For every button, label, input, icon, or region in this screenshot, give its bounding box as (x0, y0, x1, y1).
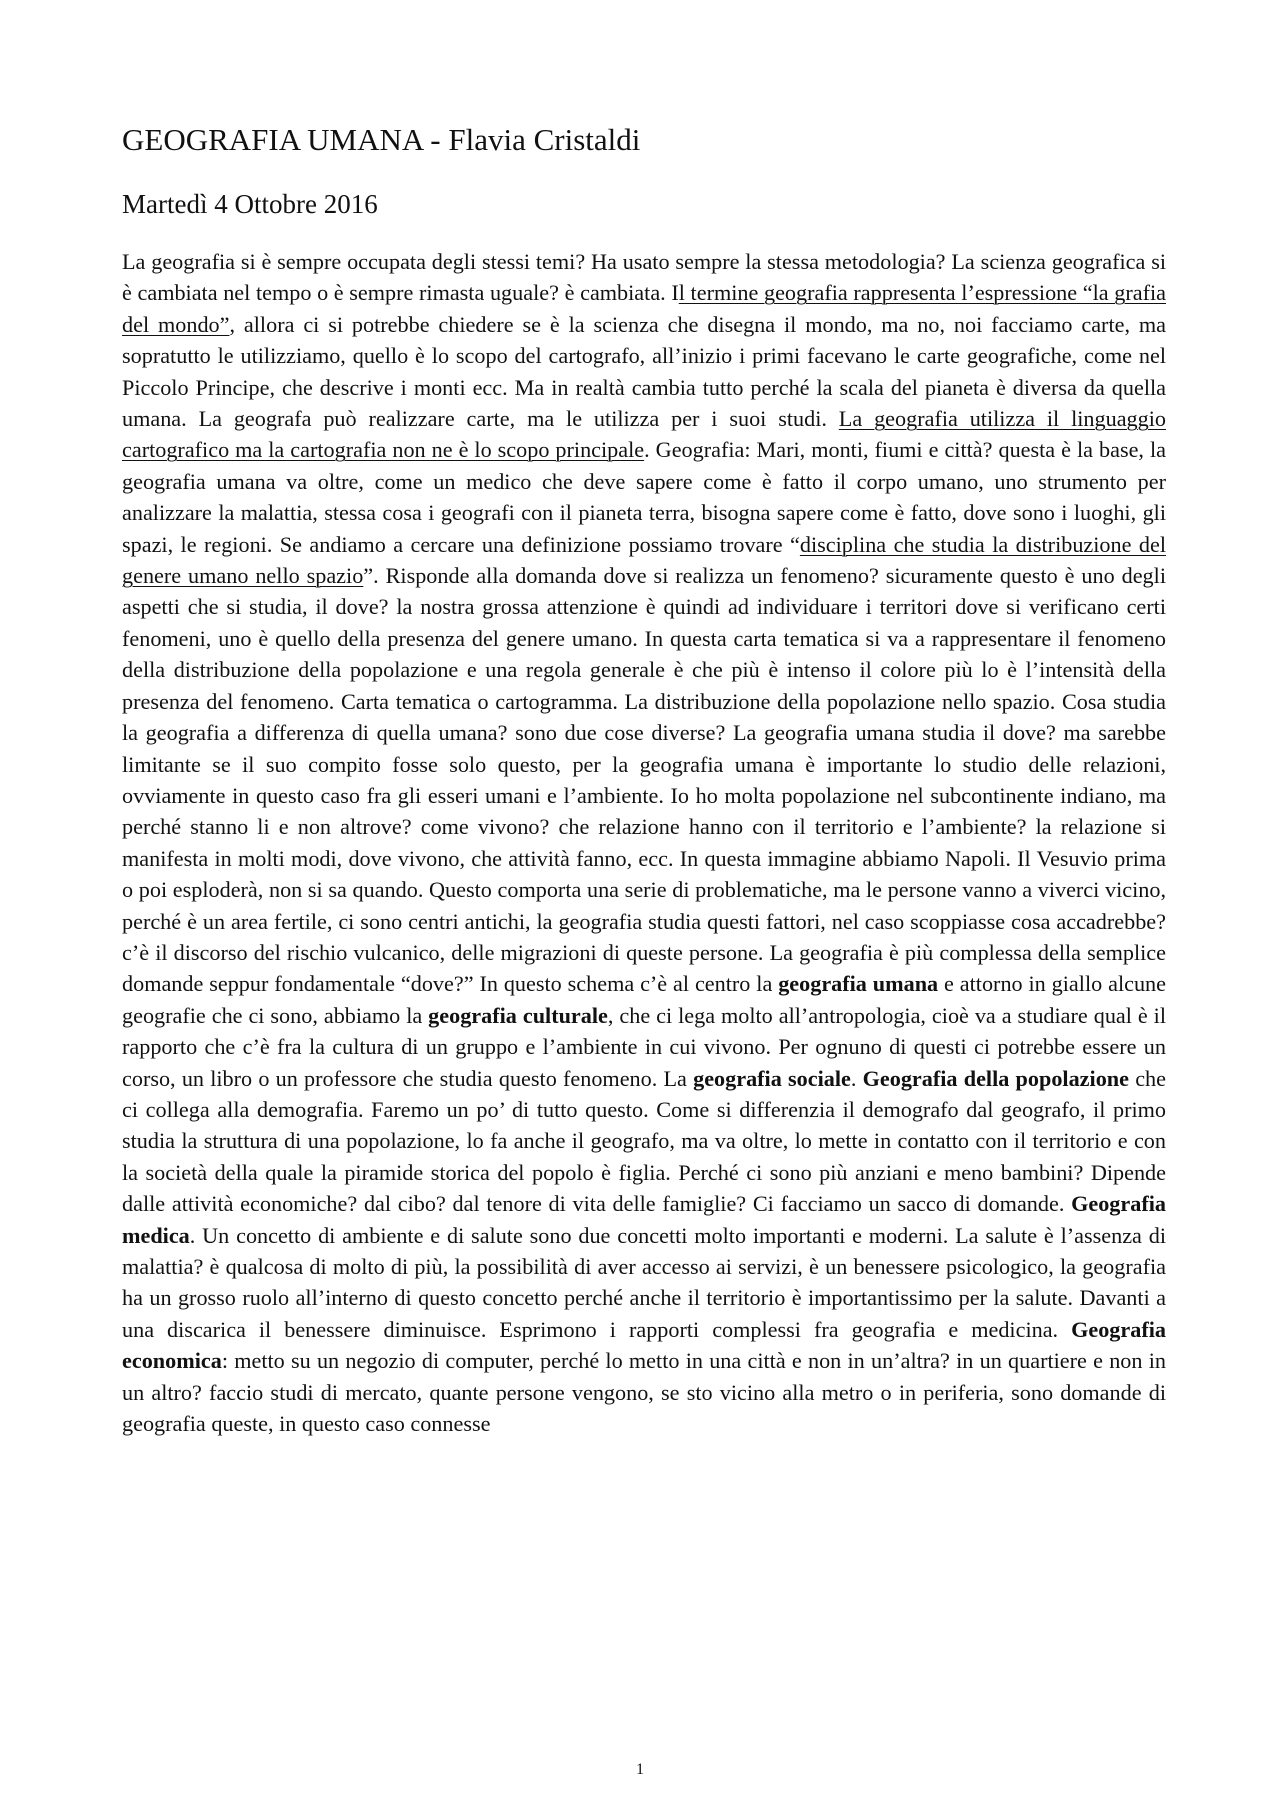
text-segment: La geografia si è sempre occupata degli stessi temi? Ha usato sempre la stessa metodologia? La scienza geografica si è cambiata nel tempo o è sempre rimasta uguale? è cambiata. I (122, 249, 1166, 306)
text-segment: , allora ci si potrebbe chiedere se è la scienza che disegna il mondo, ma no, noi facciamo carte, ma sopratutto le utilizziamo, quello è lo scopo del cartografo, all’inizio i primi facevano le carte geografiche, come nel Piccolo Principe, che descrive i monti ecc. Ma in realtà cambia tutto perché la scala del pianeta è diversa da quella umana. La geografa può realizzare carte, ma le utilizza per i suoi studi. (122, 311, 1166, 432)
lecture-date: Martedì 4 Ottobre 2016 (122, 189, 378, 219)
document-title: GEOGRAFIA UMANA - Flavia Cristaldi (122, 122, 641, 157)
page-number: 1 (636, 1761, 644, 1778)
underlined-phrase: La geografia utilizza il linguaggio cartografico ma la cartografia non ne è lo scopo principale (122, 406, 1166, 463)
text-segment: che ci collega alla demografia. Faremo un po’ di tutto questo. Come si differenzia il demografo dal geografo, il primo studia la struttura di una popolazione, lo fa anche il geografo, ma va oltre, lo mette in contatto con il territorio e con la società della quale la piramide storica del popolo è figlia. Perché ci sono più anziani e meno bambini? Dipende dalle attività economiche? dal cibo? dal tenore di vita delle famiglie? Ci facciamo un sacco di domande. (122, 1065, 1166, 1217)
text-segment: , che ci lega molto all’antropologia, cioè va a studiare qual è il rapporto che c’è fra la cultura di un gruppo e l’ambiente in cui vivono. Per ognuno di questi ci potrebbe essere un corso, un libro o un professore che studia questo fenomeno. La (122, 1002, 1167, 1091)
underlined-phrase: l termine geografia rappresenta l’espressione “la grafia del mondo” (122, 280, 1166, 337)
underlined-phrase: disciplina che studia la distribuzione del genere umano nello spazio (122, 531, 1166, 589)
text-segment: ”. Risponde alla domanda dove si realizza un fenomeno? sicuramente questo è uno degli aspetti che si studia, il dove? la nostra grossa attenzione è quindi ad individuare i territori dove si verificano certi fenomeni, uno è quello della presenza del genere umano. In questa carta tematica si va a rappresentare il fenomeno della distribuzione della popolazione e una regola generale è che più è intenso il colore più lo è l’intensità della presenza del fenomeno. Carta tematica o cartogramma. La distribuzione della popolazione nello spazio. Cosa studia la geografia a differenza di quella umana? sono due cose diverse? La geografia umana studia il dove? ma sarebbe limitante se il suo compito fosse solo questo, per la geografia umana è importante lo studio delle relazioni, ovviamente in questo caso fra gli esseri umani e l’ambiente. Io ho molta popolazione nel subcontinente indiano, ma perché stanno li e non altrove? come vivono? che relazione hanno con il territorio e l’ambiente? la relazione si manifesta in molti modi, dove vivono, che attività fanno, ecc. In questa immagine abbiamo Napoli. Il Vesuvio prima o poi esploderà, non si sa quando. Questo comporta una serie di problematiche, ma le persone vanno a viverci vicino, perché è un area fertile, ci sono centri antichi, la geografia studia questi fattori, nel caso scoppiasse cosa accadrebbe? c’è il discorso del rischio vulcanico, delle migrazioni di queste persone. La geografia è più complessa della semplice domande seppur fondamentale “dove?” In questo schema c’è al centro la (122, 563, 1166, 997)
text-segment: : metto su un negozio di computer, perché lo metto in una città e non in un’altra? in un quartiere e non in un altro? faccio studi di mercato, quante persone vengono, se sto vicino alla metro o in periferia, sono domande di geografia queste, in questo caso connesse (122, 1348, 1166, 1437)
bold-term: Geografia della popolazione (862, 1065, 1129, 1091)
text-segment: e attorno in giallo alcune geografie che ci sono, abbiamo la (122, 971, 1166, 1028)
text-segment: . Geografia: Mari, monti, fiumi e città? questa è la base, la geografia umana va oltre, come un medico che deve sapere come è fatto il corpo umano, uno strumento per analizzare la malattia, stessa cosa i geografi con il pianeta terra, bisogna sapere come è fatto, dove sono i luoghi, gli spazi, le regioni. Se andiamo a cercare una definizione possiamo trovare “ (122, 437, 1166, 557)
body-paragraph (122, 246, 1166, 1439)
bold-term: Geografia medica (122, 1191, 1166, 1248)
bold-term: geografia sociale (693, 1065, 851, 1091)
text-segment: . Un concetto di ambiente e di salute sono due concetti molto importanti e moderni. La salute è l’assenza di malattia? è qualcosa di molto di più, la possibilità di aver accesso ai servizi, è un benessere psicologico, la geografia ha un grosso ruolo all’interno di questo concetto perché anche il territorio è importantissimo per la salute. Davanti a una discarica il benessere diminuisce. Esprimono i rapporti complessi fra geografia e medicina. (122, 1222, 1166, 1342)
bold-term: Geografia economica (122, 1316, 1166, 1374)
bold-term: geografia umana (778, 971, 939, 997)
text-segment: . (850, 1065, 863, 1091)
bold-term: geografia culturale (428, 1002, 608, 1028)
